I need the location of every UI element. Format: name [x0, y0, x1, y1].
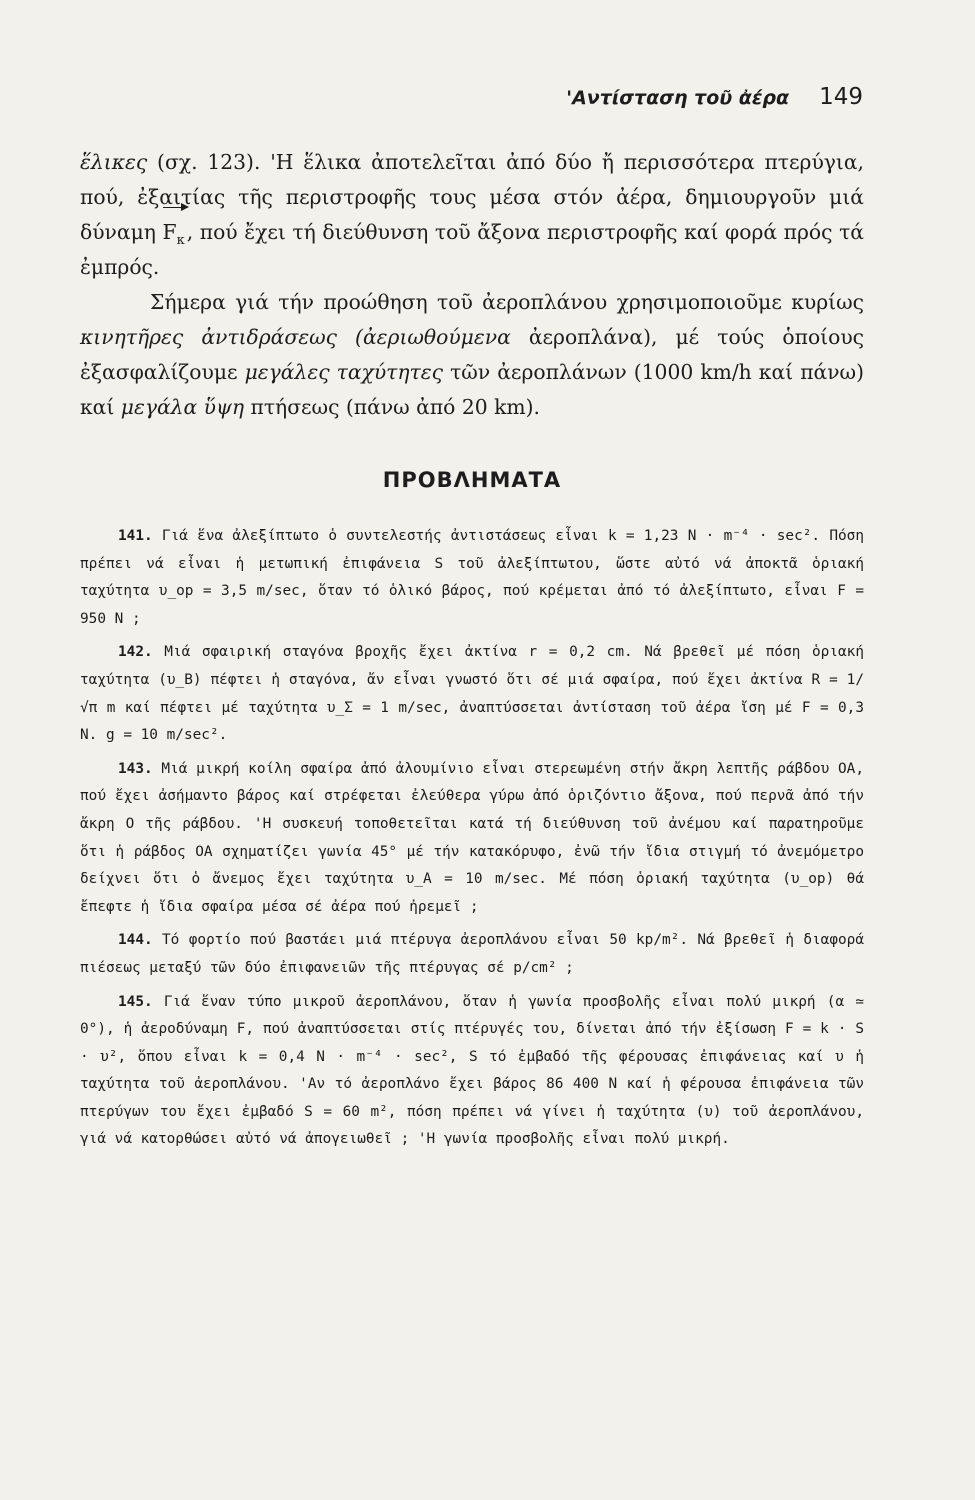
intro-p2-text-c: τῶν ἀεροπλάνων (1000 km/h καί πάνω) καί [80, 360, 864, 419]
intro-p1-text-a: (σχ. 123). 'Η ἕλικα ἀποτελεῖται ἀπό δύο ἤ περισσότερα πτερύγια, πού, ἐξαιτίας τῆς περιστροφῆς τους μέσα στόν ἀέρα, δημιουργοῦν μιά δύναμη [80, 150, 864, 244]
problem-text: Μιά σφαιρική σταγόνα βροχῆς ἔχει ἀκτίνα r = 0,2 cm. Νά βρεθεῖ μέ πόση ὁριακή ταχύτητα (υ_B) πέφτει ἡ σταγόνα, ἄν εἶναι γνωστό ὅτι σέ μιά σφαίρα, πού ἔχει ἀκτίνα R = 1/√π m καί πέφτει μέ ταχύτητα υ_Σ = 1 m/sec, ἀναπτύσσεται ἀντίσταση τοῦ ἀέρα ἴση μέ F = 0,3 N. g = 10 m/sec². [80, 644, 864, 744]
problem-text: Γιά ἕναν τύπο μικροῦ ἀεροπλάνου, ὅταν ἡ γωνία προσβολῆς εἶναι πολύ μικρή (α ≃ 0°), ἡ ἀεροδύναμη F, πού ἀναπτύσσεται στίς πτέρυγές του, δίνεται ἀπό τήν ἐξίσωση F = k · S · υ², ὅπου εἶναι k = 0,4 N · m⁻⁴ · sec², S τό ἐμβαδό τῆς φέρουσας ἐπιφάνειας καί υ ἡ ταχύτητα τοῦ ἀεροπλάνου. 'Αν τό ἀεροπλάνο ἔχει βάρος 86 400 N καί ἡ φέρουσα ἐπιφάνεια τῶν πτερύγων του ἔχει ἐμβαδό S = 60 m², πόση πρέπει νά γίνει ἡ ταχύτητα (υ) τοῦ ἀεροπλάνου, γιά νά κατορθώσει αὐτό νά ἀπογειωθεῖ ; 'Η γωνία προσβολῆς εἶναι πολύ μικρή. [80, 993, 864, 1148]
problem-number: 145. [118, 993, 153, 1010]
page-number: 149 [819, 84, 863, 110]
intro-p1-text-b: , πού ἔχει τή διεύθυνση τοῦ ἄξονα περιστροφῆς καί φορά πρός τά ἐμπρός. [80, 220, 865, 279]
problem-number: 142. [118, 644, 153, 661]
force-vector-letter: F [162, 220, 177, 244]
problem-text: Μιά μικρή κοίλη σφαίρα ἀπό ἀλουμίνιο εἶναι στερεωμένη στήν ἄκρη λεπτῆς ράβδου ΟΑ, πού ἔχει ἀσήμαντο βάρος καί στρέφεται ἐλεύθερα γύρω ἀπό ὁριζόντιο ἄξονα, πού περνᾶ ἀπό τήν ἄκρη Ο τῆς ράβδου. 'Η συσκευή τοποθετεῖται κατά τή διεύθυνση τοῦ ἀνέμου καί παρατηροῦμε ὅτι ἡ ράβδος ΟΑ σχηματίζει γωνία 45° μέ τήν κατακόρυφο, ἐνῶ τήν ἴδια στιγμή τό ἀνεμόμετρο δείχνει ὅτι ὁ ἄνεμος ἔχει ταχύτητα υ_A = 10 m/sec. Μέ πόση ὁριακή ταχύτητα (υ_op) θά ἔπεφτε ἡ ἴδια σφαίρα μέσα σέ ἀέρα πού ἠρεμεῖ ; [80, 760, 864, 915]
term-helices: ἕλικες [80, 150, 148, 174]
running-title: 'Αντίσταση τοῦ ἀέρα [566, 87, 790, 109]
problem-text: Τό φορτίο πού βαστάει μιά πτέρυγα ἀεροπλάνου εἶναι 50 kp/m². Νά βρεθεῖ ἡ διαφορά πιέσεως μεταξύ τῶν δύο ἐπιφανειῶν τῆς πτέρυγας σέ p/cm² ; [80, 932, 864, 976]
page-header [80, 84, 863, 120]
problem-number: 144. [118, 932, 153, 949]
problem-144 [80, 927, 864, 982]
problem-142 [80, 639, 864, 749]
problem-143 [80, 756, 864, 922]
intro-text [80, 145, 864, 425]
problem-text: Γιά ἕνα ἀλεξίπτωτο ὁ συντελεστής ἀντιστάσεως εἶναι k = 1,23 N · m⁻⁴ · sec². Πόση πρέπει νά εἶναι ἡ μετωπική ἐπιφάνεια S τοῦ ἀλεξίπτωτου, ὥστε αὐτό νά ἀποκτᾶ ὁριακή ταχύτητα υ_op = 3,5 m/sec, ὅταν τό ὁλικό βάρος, πού κρέμεται ἀπό τό ἀλεξίπτωτο, εἶναι F = 950 N ; [80, 528, 864, 627]
problem-number: 143. [118, 760, 153, 777]
term-high-speeds: μεγάλες ταχύτητες [244, 360, 444, 384]
force-vector-subscript: κ [176, 233, 185, 249]
intro-p2-text-a: Σήμερα γιά τήν προώθηση τοῦ ἀεροπλάνου χρησιμοποιοῦμε κυρίως [150, 290, 864, 314]
problem-145 [80, 989, 864, 1155]
intro-paragraph-1 [80, 145, 864, 285]
intro-paragraph-2 [80, 285, 864, 425]
problems-list [80, 523, 864, 1160]
problem-number: 141. [118, 528, 153, 544]
intro-p2-text-b: ἀεροπλάνα), μέ τούς ὁποίους ἐξασφαλίζουμε [80, 325, 865, 384]
term-jet-engines: κινητῆρες ἀντιδράσεως (ἀεριωθούμενα [80, 325, 511, 349]
problem-141 [80, 523, 864, 633]
force-vector-symbol [163, 215, 185, 250]
term-high-altitudes: μεγάλα ὕψη [120, 395, 245, 419]
intro-p2-text-d: πτήσεως (πάνω ἀπό 20 km). [244, 395, 540, 419]
section-title: ΠΡΟΒΛΗΜΑΤΑ [382, 468, 562, 492]
